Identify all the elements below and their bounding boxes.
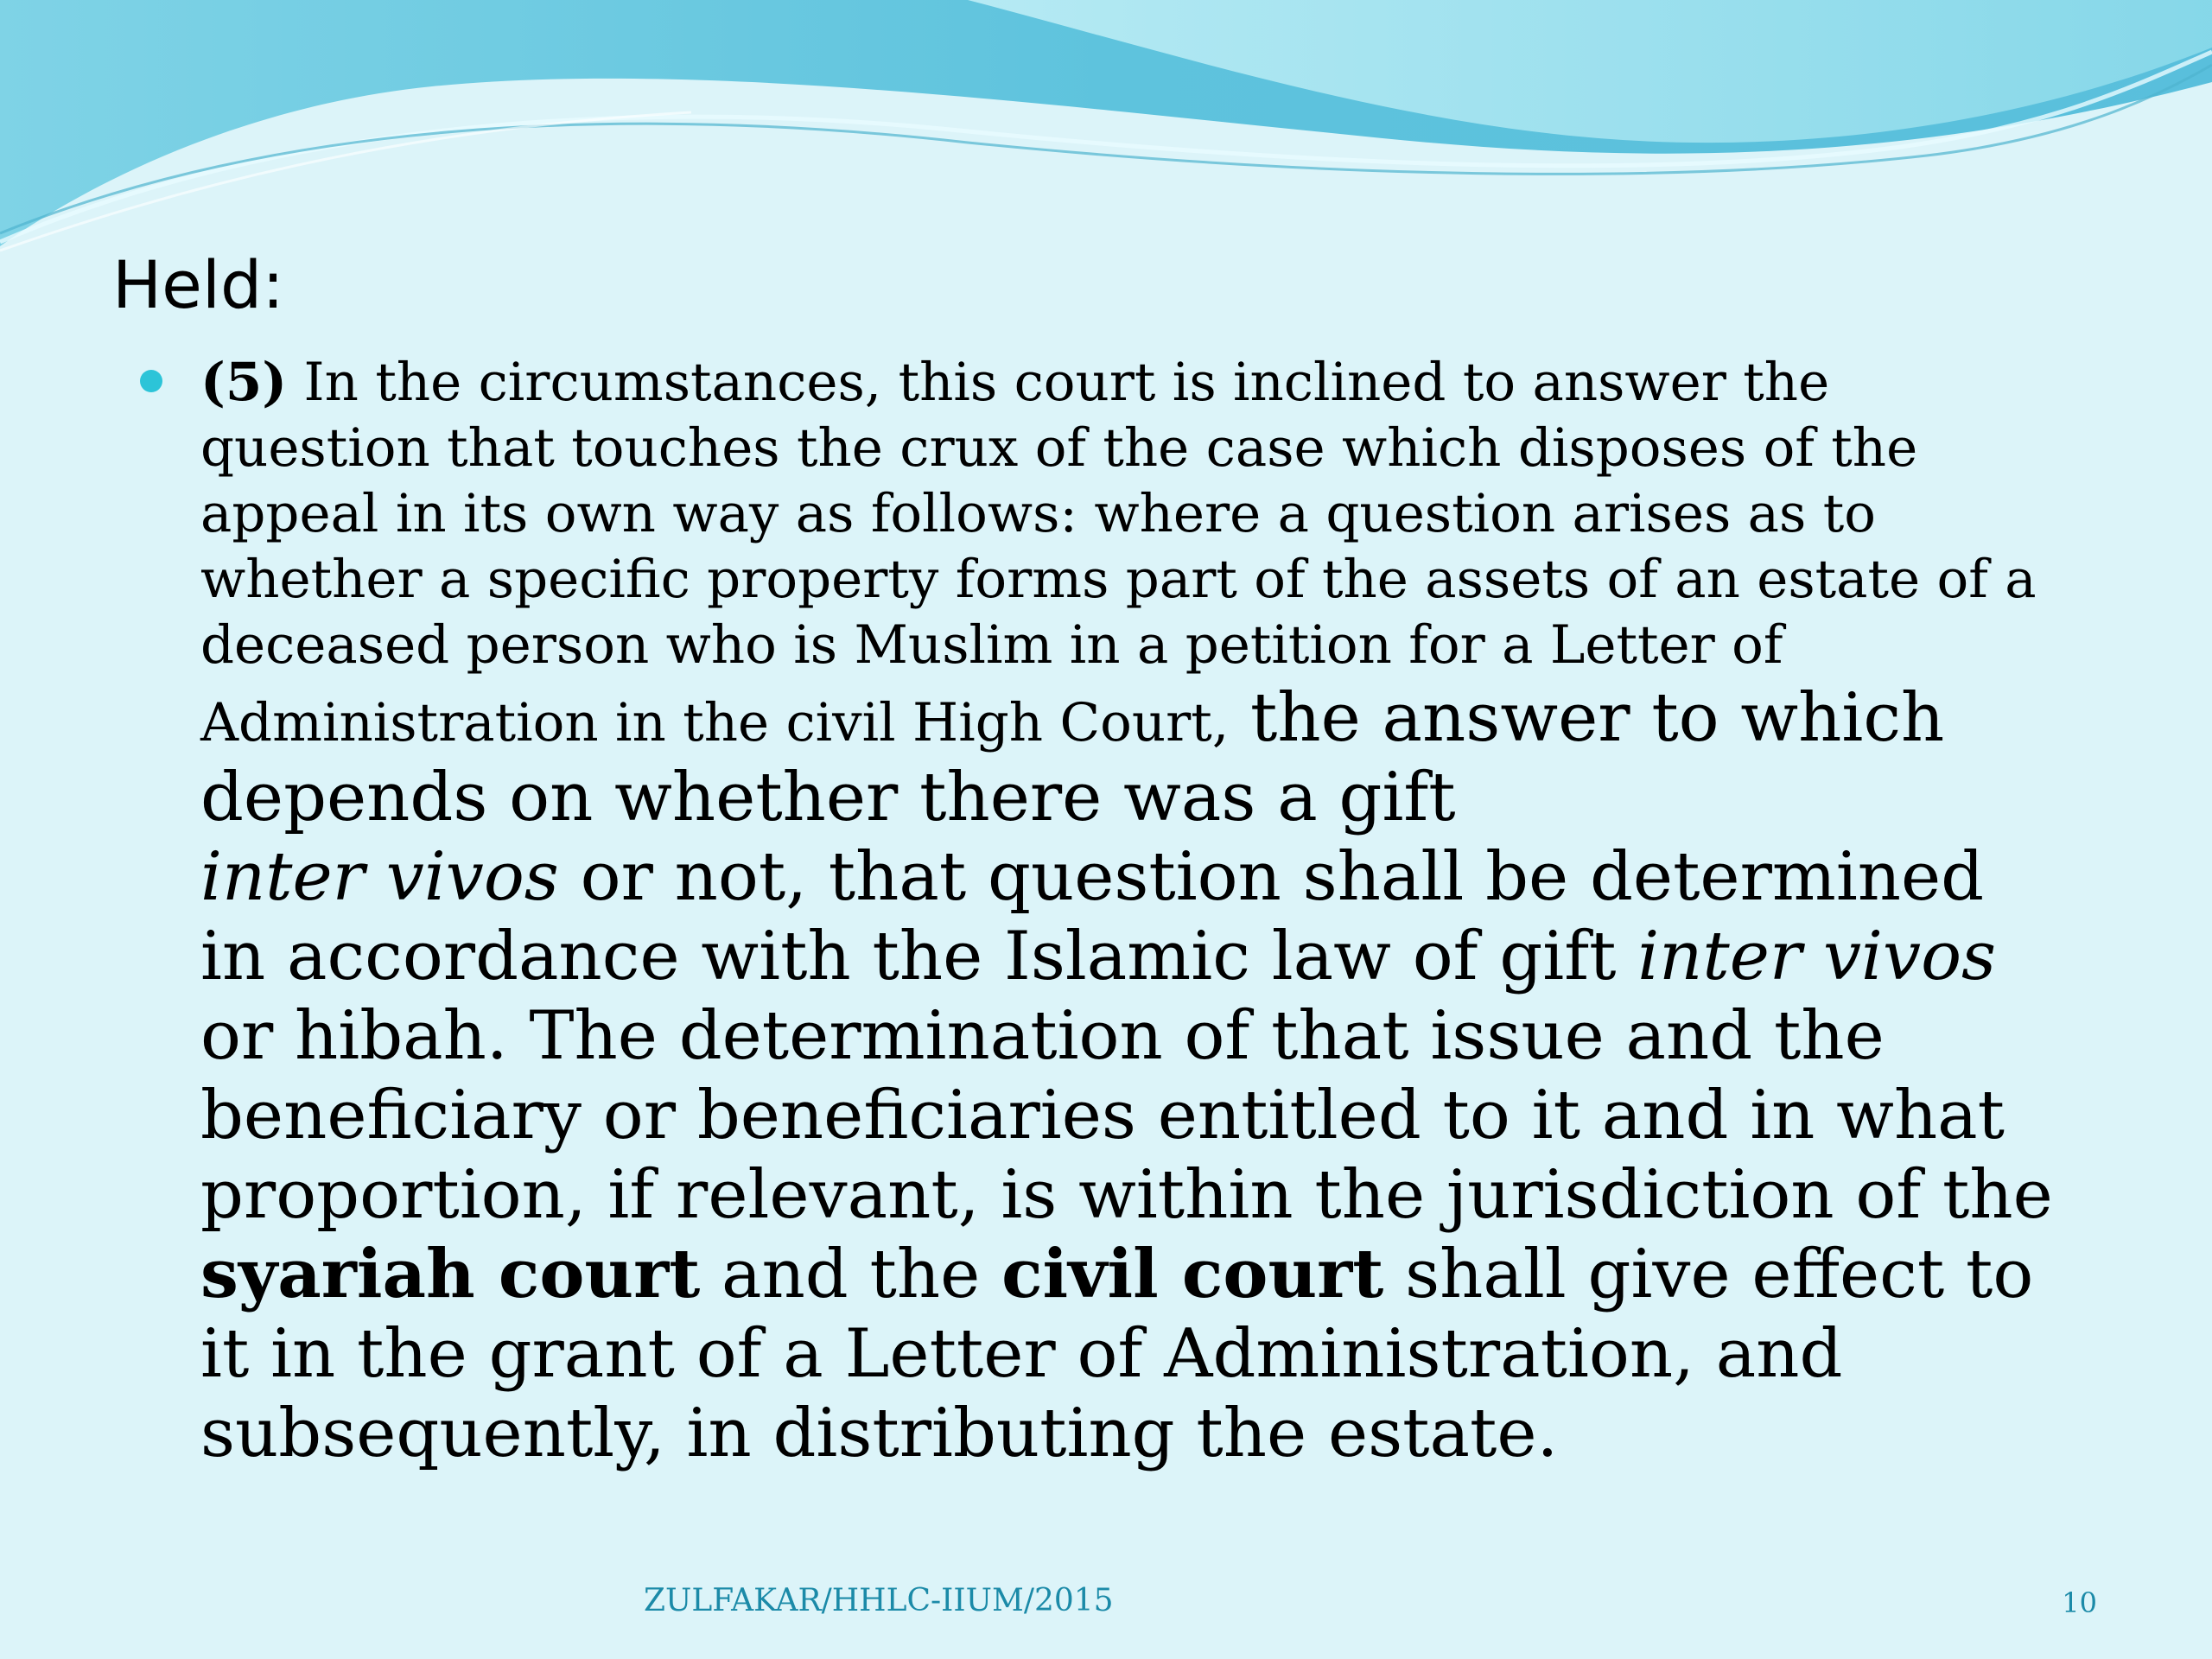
paragraph-part-large bbox=[200, 837, 2067, 1473]
decorative-wave-header bbox=[0, 0, 2212, 259]
paragraph-text-e: and the bbox=[700, 1236, 1002, 1313]
italic-inter-vivos-2: inter vivos bbox=[1637, 918, 1997, 995]
page-number: 10 bbox=[2062, 1586, 2097, 1619]
paragraph-text-a: In the circumstances, this court is inclined to answer the question that touches the crux of the case which disposes of the appeal in its own way as follows: where a question arises as to whether a specific property forms part of the assets of an estate of a deceased person who is Muslim in a petition for a Letter of Administration in the civil High Court, bbox=[200, 352, 2037, 753]
italic-inter-vivos-1: inter vivos bbox=[200, 838, 559, 916]
paragraph-number: (5) bbox=[200, 352, 288, 413]
paragraph-text-d: or hibah. The determination of that issue and the beneficiary or beneficiaries entitled to it and in what proportion, if relevant, is within the jurisdiction of the bbox=[200, 997, 2053, 1234]
slide-title: Held: bbox=[112, 246, 284, 323]
paragraph-text-b: the answer to which depends on whether there was a gift bbox=[200, 679, 1945, 836]
paragraph-part-small bbox=[200, 350, 2067, 837]
circle-bullet-icon bbox=[140, 370, 162, 392]
bullet-paragraph bbox=[200, 350, 2067, 1473]
paragraph-text-c: or not, that question shall be determined in accordance with the Islamic law of gift bbox=[200, 838, 1985, 995]
footer-text: ZULFAKAR/HHLC-IIUM/2015 bbox=[644, 1583, 1114, 1618]
bold-civil-court: civil court bbox=[1001, 1235, 1384, 1313]
bold-syariah-court: syariah court bbox=[200, 1235, 701, 1313]
paragraph-text-f: shall give effect to it in the grant of a Letter of Administration, and subsequently, in distributing the estate. bbox=[200, 1236, 2034, 1472]
